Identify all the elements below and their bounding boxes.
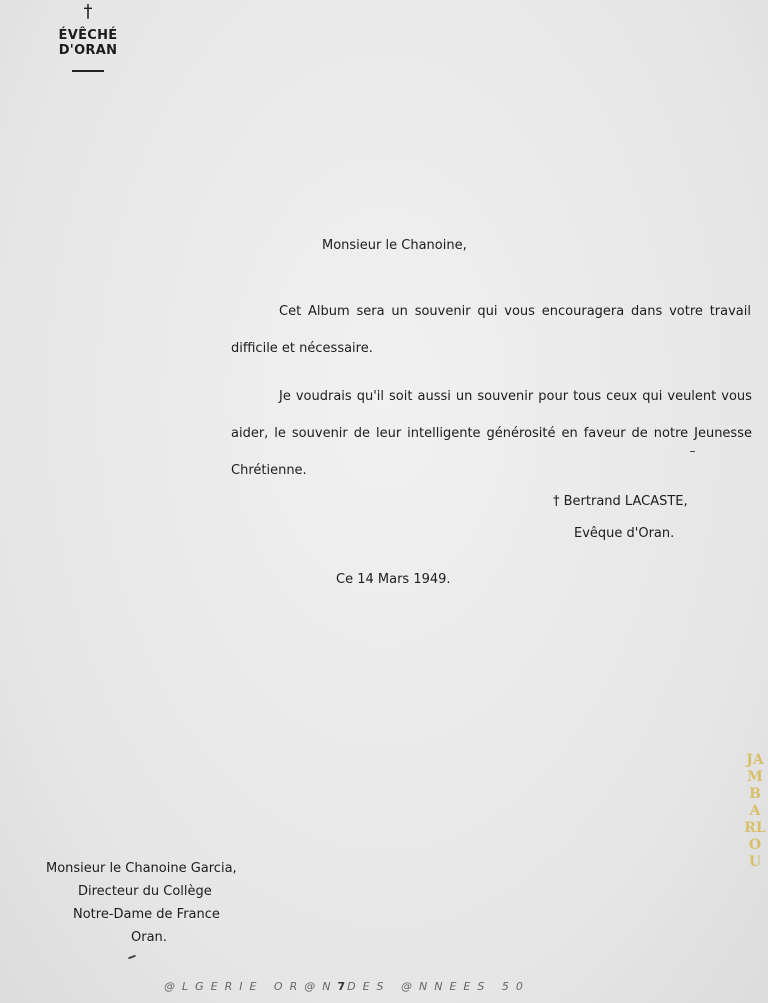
word: aider, — [231, 426, 269, 441]
word: Cet — [279, 304, 302, 319]
paragraph-1-line-2: difficile et nécessaire. — [231, 341, 373, 356]
word: travail — [709, 304, 751, 319]
salutation: Monsieur le Chanoine, — [322, 238, 467, 253]
word: qu'il — [356, 389, 385, 404]
footer-caption — [164, 980, 530, 993]
recipient-line-4: Oran. — [131, 930, 167, 945]
word: qui — [477, 304, 498, 319]
recipient-line-2: Directeur du Collège — [78, 884, 212, 899]
word: vous — [504, 304, 535, 319]
signature-name: † Bertrand LACASTE, — [553, 494, 688, 509]
word: sera — [356, 304, 385, 319]
word: Album — [308, 304, 350, 319]
word: un — [455, 389, 473, 404]
word: de — [631, 426, 648, 441]
word: tous — [573, 389, 602, 404]
paragraph-2-line-1 — [279, 389, 752, 405]
word: souvenir — [291, 426, 348, 441]
letterhead-rule — [72, 70, 104, 72]
word: de — [353, 426, 370, 441]
footer-part-2: DES @NNEES 50 — [347, 980, 530, 993]
word: souvenir — [477, 389, 534, 404]
word: dans — [631, 304, 663, 319]
word: ceux — [606, 389, 638, 404]
signature-title: Evêque d'Oran. — [574, 526, 675, 541]
word: notre — [653, 426, 689, 441]
footer-part-1: @LGERIE OR@N — [164, 980, 338, 993]
page-number: 7 — [337, 980, 348, 993]
word: voudrais — [295, 389, 352, 404]
word: aussi — [417, 389, 451, 404]
word: un — [391, 304, 408, 319]
letter-date: Ce 14 Mars 1949. — [336, 572, 451, 587]
word: générosité — [486, 426, 556, 441]
ink-speck — [128, 955, 136, 960]
paragraph-1-line-1 — [279, 304, 751, 320]
word: intelligente — [407, 426, 481, 441]
letterhead — [28, 2, 148, 72]
word: faveur — [583, 426, 626, 441]
letterhead-title: ÉVÊCHÉ D'ORAN — [58, 28, 118, 58]
word: veulent — [667, 389, 717, 404]
word: votre — [669, 304, 703, 319]
word: encouragera — [541, 304, 625, 319]
word: souvenir — [414, 304, 471, 319]
word: Jeunesse — [694, 426, 752, 441]
recipient-line-1: Monsieur le Chanoine Garcia, — [46, 861, 237, 876]
word: qui — [642, 389, 663, 404]
word: le — [274, 426, 286, 441]
word: vous — [721, 389, 752, 404]
word: en — [561, 426, 578, 441]
cross-icon: † — [83, 1, 93, 22]
ink-speck — [690, 451, 695, 452]
word: soit — [389, 389, 413, 404]
word: pour — [538, 389, 569, 404]
paragraph-2-line-2 — [231, 426, 752, 442]
watermark: JAMBARLOU — [744, 752, 766, 870]
word: leur — [375, 426, 402, 441]
word: Je — [279, 389, 291, 404]
recipient-line-3: Notre-Dame de France — [73, 907, 220, 922]
paragraph-2-line-3: Chrétienne. — [231, 463, 307, 478]
